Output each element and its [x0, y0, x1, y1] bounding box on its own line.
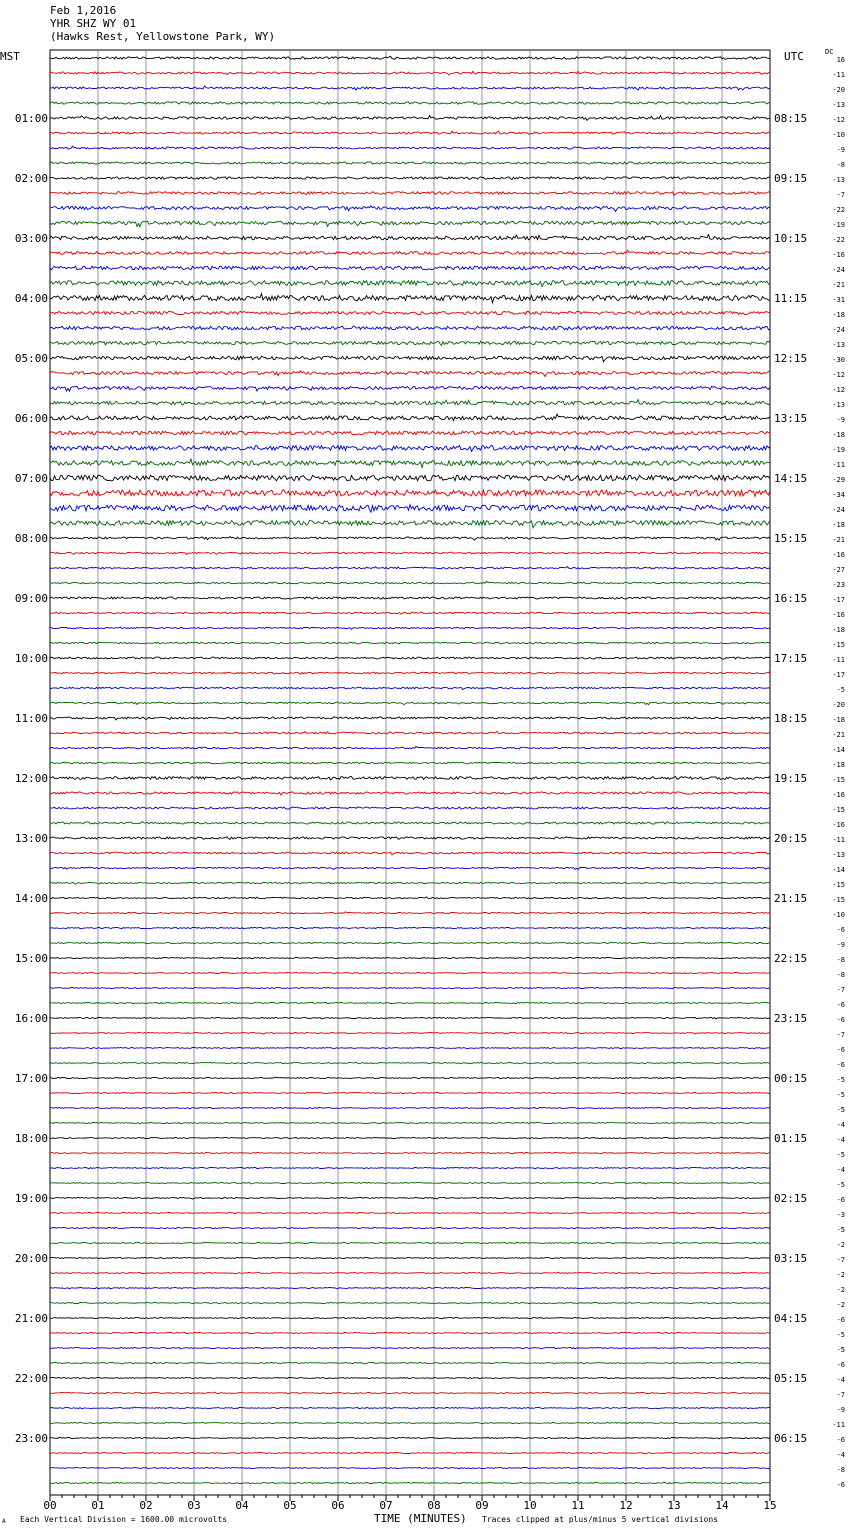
right-hour-label: 19:15 — [774, 772, 808, 785]
seismic-trace — [50, 1017, 770, 1019]
dc-offset-label: -10 — [832, 911, 845, 919]
seismic-trace — [50, 762, 770, 764]
seismic-trace — [50, 807, 770, 809]
dc-offset-label: -4 — [836, 1121, 845, 1129]
dc-offset-label: -5 — [836, 1091, 845, 1099]
seismic-trace — [50, 687, 770, 689]
right-hour-label: 17:15 — [774, 652, 808, 665]
x-tick-label: 04 — [235, 1499, 249, 1512]
seismic-trace — [50, 1407, 770, 1409]
seismic-trace — [50, 1167, 770, 1168]
dc-offset-label: -2 — [836, 1241, 845, 1249]
seismic-trace — [50, 672, 770, 674]
dc-offset-label: -6 — [836, 1316, 845, 1324]
dc-offset-label: -9 — [836, 416, 845, 424]
seismic-trace — [50, 1332, 770, 1333]
dc-offset-label: -20 — [832, 701, 845, 709]
dc-offset-label: -5 — [836, 1346, 845, 1354]
seismic-trace — [50, 1123, 770, 1124]
right-hour-label: 05:15 — [774, 1372, 808, 1385]
dc-offset-label: -8 — [836, 1466, 845, 1474]
left-hour-label: 21:00 — [14, 1312, 48, 1325]
right-hour-label: 06:15 — [774, 1432, 808, 1445]
dc-offset-label: -24 — [832, 326, 845, 334]
seismic-trace — [50, 882, 770, 884]
x-tick-label: 06 — [331, 1499, 345, 1512]
dc-offset-header: DC — [825, 48, 834, 56]
dc-offset-label: -17 — [832, 596, 845, 604]
right-hour-label: 20:15 — [774, 832, 808, 845]
seismic-trace — [50, 1062, 770, 1063]
dc-offset-label: -6 — [836, 1436, 845, 1444]
corner-mark: A — [2, 1518, 6, 1525]
x-tick-label: 05 — [283, 1499, 297, 1512]
right-hour-label: 15:15 — [774, 532, 808, 545]
dc-offset-label: -7 — [836, 1256, 845, 1264]
dc-offset-label: -30 — [832, 356, 845, 364]
right-hour-label: 11:15 — [774, 292, 808, 305]
x-tick-label: 01 — [91, 1499, 105, 1512]
dc-offset-label: -15 — [832, 776, 845, 784]
left-hour-label: 20:00 — [14, 1252, 48, 1265]
dc-offset-label: -10 — [832, 131, 845, 139]
left-hour-label: 11:00 — [14, 712, 48, 725]
left-hour-label: 18:00 — [14, 1132, 48, 1145]
dc-offset-label: -13 — [832, 176, 845, 184]
left-hour-label: 02:00 — [14, 172, 48, 185]
dc-offset-label: -12 — [832, 371, 845, 379]
seismic-trace — [50, 311, 770, 314]
dc-offset-label: -5 — [836, 1076, 845, 1084]
dc-offset-label: -14 — [832, 866, 845, 874]
seismic-trace — [50, 1227, 770, 1228]
seismic-trace — [50, 192, 770, 196]
left-hour-label: 07:00 — [14, 472, 48, 485]
dc-offset-label: -7 — [836, 986, 845, 994]
seismic-trace — [50, 1303, 770, 1304]
seismic-trace — [50, 702, 770, 705]
left-hour-label: 09:00 — [14, 592, 48, 605]
dc-offset-label: -5 — [836, 686, 845, 694]
seismic-trace — [50, 1093, 770, 1094]
right-timezone-label: UTC — [784, 50, 804, 63]
seismic-trace — [50, 792, 770, 795]
right-hour-label: 01:15 — [774, 1132, 808, 1145]
seismic-trace — [50, 400, 770, 405]
dc-offset-label: -6 — [836, 1046, 845, 1054]
dc-offset-label: -24 — [832, 506, 845, 514]
dc-offset-label: -18 — [832, 761, 845, 769]
right-hour-label: 13:15 — [774, 412, 808, 425]
seismic-trace — [50, 822, 770, 824]
seismic-trace — [50, 1048, 770, 1049]
right-hour-label: 09:15 — [774, 172, 808, 185]
right-hour-label: 12:15 — [774, 352, 808, 365]
dc-offset-label: -3 — [836, 1211, 845, 1219]
seismic-trace — [50, 86, 770, 90]
seismic-trace — [50, 250, 770, 255]
seismic-trace — [50, 988, 770, 989]
dc-offset-label: -7 — [836, 1391, 845, 1399]
seismic-trace — [50, 567, 770, 569]
dc-offset-label: -13 — [832, 341, 845, 349]
left-hour-label: 08:00 — [14, 532, 48, 545]
seismic-trace — [50, 521, 770, 528]
seismic-trace — [50, 1077, 770, 1079]
seismic-trace — [50, 1182, 770, 1184]
dc-offset-label: -15 — [832, 881, 845, 889]
dc-offset-label: -24 — [832, 266, 845, 274]
dc-offset-label: -6 — [836, 926, 845, 934]
seismic-trace — [50, 897, 770, 899]
x-tick-label: 07 — [379, 1499, 393, 1512]
seismic-trace — [50, 414, 770, 421]
dc-offset-label: -6 — [836, 1196, 845, 1204]
dc-offset-label: -16 — [832, 791, 845, 799]
x-tick-label: 13 — [667, 1499, 681, 1512]
seismic-trace — [50, 505, 770, 513]
seismic-trace — [50, 717, 770, 720]
dc-offset-label: -5 — [836, 1331, 845, 1339]
dc-offset-label: -2 — [836, 1286, 845, 1294]
left-hour-label: 04:00 — [14, 292, 48, 305]
dc-offset-label: -34 — [832, 491, 845, 499]
seismic-trace — [50, 581, 770, 584]
seismic-trace — [50, 958, 770, 959]
dc-offset-label: -16 — [832, 251, 845, 259]
right-hour-label: 14:15 — [774, 472, 808, 485]
dc-offset-label: -11 — [832, 461, 845, 469]
x-tick-label: 15 — [763, 1499, 777, 1512]
dc-offset-label: -8 — [836, 971, 845, 979]
left-hour-label: 17:00 — [14, 1072, 48, 1085]
dc-offset-label: -6 — [836, 1361, 845, 1369]
seismic-trace — [50, 56, 770, 59]
station-code: YHR SHZ WY 01 — [50, 17, 137, 30]
seismic-trace — [50, 1437, 770, 1439]
right-hour-label: 00:15 — [774, 1072, 808, 1085]
seismic-trace — [50, 597, 770, 599]
dc-offset-label: -2 — [836, 1301, 845, 1309]
seismic-trace — [50, 1272, 770, 1274]
dc-offset-label: -8 — [836, 161, 845, 169]
seismic-trace — [50, 1347, 770, 1349]
dc-offset-label: -4 — [836, 1376, 845, 1384]
dc-offset-label: -31 — [832, 296, 845, 304]
dc-offset-label: -18 — [832, 521, 845, 529]
right-hour-label: 04:15 — [774, 1312, 808, 1325]
seismic-trace — [50, 459, 770, 468]
dc-offset-label: -9 — [836, 1406, 845, 1414]
dc-offset-label: -18 — [832, 626, 845, 634]
dc-offset-label: -20 — [832, 86, 845, 94]
seismic-trace — [50, 731, 770, 734]
seismic-trace — [50, 386, 770, 391]
dc-offset-label: -8 — [836, 956, 845, 964]
seismic-trace — [50, 116, 770, 121]
left-hour-label: 10:00 — [14, 652, 48, 665]
seismic-trace — [50, 627, 770, 630]
dc-offset-label: -12 — [832, 116, 845, 124]
dc-offset-label: -18 — [832, 716, 845, 724]
seismic-trace — [50, 281, 770, 287]
dc-offset-label: -13 — [832, 101, 845, 109]
right-hour-label: 10:15 — [774, 232, 808, 245]
seismic-trace — [50, 1482, 770, 1483]
dc-offset-label: -7 — [836, 1031, 845, 1039]
station-location: (Hawks Rest, Yellowstone Park, WY) — [50, 30, 276, 43]
dc-offset-label: -5 — [836, 1106, 845, 1114]
seismic-trace — [50, 537, 770, 541]
seismic-trace — [50, 642, 770, 644]
dc-offset-label: -21 — [832, 731, 845, 739]
x-tick-label: 11 — [571, 1499, 585, 1512]
seismic-trace — [50, 1468, 770, 1469]
dc-offset-label: -5 — [836, 1226, 845, 1234]
left-hour-label: 14:00 — [14, 892, 48, 905]
seismic-trace — [50, 1153, 770, 1154]
dc-offset-label: -15 — [832, 896, 845, 904]
dc-offset-label: -23 — [832, 581, 845, 589]
seismic-trace — [50, 1242, 770, 1244]
x-tick-label: 09 — [475, 1499, 489, 1512]
seismic-trace — [50, 837, 770, 840]
dc-offset-label: -11 — [832, 1421, 845, 1429]
seismic-trace — [50, 1288, 770, 1289]
seismic-trace — [50, 162, 770, 164]
seismic-trace — [50, 1107, 770, 1109]
x-tick-label: 02 — [139, 1499, 153, 1512]
seismic-trace — [50, 1002, 770, 1003]
dc-offset-label: -7 — [836, 191, 845, 199]
dc-offset-label: -9 — [836, 941, 845, 949]
x-tick-label: 00 — [43, 1499, 57, 1512]
right-hour-label: 02:15 — [774, 1192, 808, 1205]
dc-offset-label: -6 — [836, 1001, 845, 1009]
dc-offset-label: -4 — [836, 1451, 845, 1459]
dc-offset-label: -18 — [832, 311, 845, 319]
x-tick-label: 12 — [619, 1499, 633, 1512]
seismic-trace — [50, 1318, 770, 1319]
seismic-trace — [50, 221, 770, 227]
dc-offset-label: -13 — [832, 851, 845, 859]
seismic-trace — [50, 1033, 770, 1035]
dc-offset-label: -14 — [832, 746, 845, 754]
left-hour-label: 06:00 — [14, 412, 48, 425]
dc-offset-label: -4 — [836, 1136, 845, 1144]
seismic-trace — [50, 1423, 770, 1424]
left-hour-label: 03:00 — [14, 232, 48, 245]
x-tick-label: 08 — [427, 1499, 441, 1512]
seismic-trace — [50, 146, 770, 149]
seismic-trace — [50, 235, 770, 240]
dc-offset-label: -6 — [836, 1061, 845, 1069]
right-hour-label: 22:15 — [774, 952, 808, 965]
x-tick-label: 03 — [187, 1499, 201, 1512]
left-hour-label: 05:00 — [14, 352, 48, 365]
seismic-trace — [50, 552, 770, 554]
left-hour-label: 12:00 — [14, 772, 48, 785]
dc-offset-label: -16 — [832, 611, 845, 619]
right-hour-label: 16:15 — [774, 592, 808, 605]
seismic-trace — [50, 446, 770, 452]
seismic-trace — [50, 294, 770, 303]
dc-offset-label: -17 — [832, 671, 845, 679]
dc-offset-label: -18 — [832, 431, 845, 439]
dc-offset-label: -19 — [832, 446, 845, 454]
right-hour-label: 18:15 — [774, 712, 808, 725]
left-timezone-label: MST — [0, 50, 20, 63]
seismic-trace — [50, 1258, 770, 1259]
seismic-trace — [50, 206, 770, 212]
dc-offset-label: -19 — [832, 221, 845, 229]
plot-date: Feb 1,2016 — [50, 4, 117, 17]
right-hour-label: 03:15 — [774, 1252, 808, 1265]
dc-offset-label: -11 — [832, 71, 845, 79]
seismic-trace — [50, 867, 770, 870]
seismic-trace — [50, 1198, 770, 1200]
seismic-trace — [50, 475, 770, 481]
seismic-trace — [50, 942, 770, 944]
seismic-trace — [50, 177, 770, 180]
seismic-trace — [50, 973, 770, 974]
seismic-trace — [50, 1138, 770, 1139]
dc-offset-label: -12 — [832, 386, 845, 394]
left-hour-label: 22:00 — [14, 1372, 48, 1385]
x-axis-title: TIME (MINUTES) — [374, 1512, 467, 1525]
dc-offset-label: -9 — [836, 146, 845, 154]
seismic-trace — [50, 1363, 770, 1365]
right-hour-label: 23:15 — [774, 1012, 808, 1025]
dc-offset-label: -5 — [836, 1181, 845, 1189]
seismic-trace — [50, 326, 770, 330]
left-hour-label: 01:00 — [14, 112, 48, 125]
seismic-trace — [50, 912, 770, 914]
dc-offset-label: -6 — [836, 1481, 845, 1489]
seismic-trace — [50, 776, 770, 780]
clipping-note: Traces clipped at plus/minus 5 vertical divisions — [482, 1515, 719, 1524]
dc-offset-label: -4 — [836, 1166, 845, 1174]
dc-offset-label: -6 — [836, 1016, 845, 1024]
seismic-trace — [50, 657, 770, 659]
seismic-trace — [50, 852, 770, 855]
dc-offset-label: -22 — [832, 236, 845, 244]
seismic-trace — [50, 612, 770, 614]
dc-offset-label: -11 — [832, 836, 845, 844]
vertical-scale-note: Each Vertical Division = 1600.00 microvolts — [20, 1515, 228, 1524]
x-tick-label: 10 — [523, 1499, 537, 1512]
seismic-trace — [50, 371, 770, 377]
seismic-trace — [50, 1453, 770, 1454]
dc-offset-label: -16 — [832, 551, 845, 559]
seismic-trace — [50, 71, 770, 75]
seismic-trace — [50, 1213, 770, 1214]
seismic-trace — [50, 490, 770, 496]
dc-offset-label: -11 — [832, 656, 845, 664]
seismic-trace — [50, 927, 770, 928]
left-hour-label: 15:00 — [14, 952, 48, 965]
x-tick-label: 14 — [715, 1499, 729, 1512]
dc-offset-label: -13 — [832, 401, 845, 409]
left-hour-label: 23:00 — [14, 1432, 48, 1445]
seismic-trace — [50, 746, 770, 749]
dc-offset-label: -27 — [832, 566, 845, 574]
seismic-trace — [50, 102, 770, 104]
left-hour-label: 16:00 — [14, 1012, 48, 1025]
dc-offset-label: -21 — [832, 281, 845, 289]
seismic-trace — [50, 1377, 770, 1378]
dc-offset-label: 16 — [836, 56, 845, 64]
dc-offset-label: -5 — [836, 1151, 845, 1159]
seismic-trace — [50, 431, 770, 435]
seismic-trace — [50, 341, 770, 345]
dc-offset-label: -2 — [836, 1271, 845, 1279]
dc-offset-label: -22 — [832, 206, 845, 214]
right-hour-label: 21:15 — [774, 892, 808, 905]
right-hour-label: 08:15 — [774, 112, 808, 125]
dc-offset-label: -16 — [832, 821, 845, 829]
seismic-trace — [50, 266, 770, 270]
seismic-trace — [50, 1392, 770, 1394]
seismic-trace — [50, 131, 770, 134]
dc-offset-label: -15 — [832, 806, 845, 814]
dc-offset-label: -15 — [832, 641, 845, 649]
dc-offset-label: -21 — [832, 536, 845, 544]
left-hour-label: 19:00 — [14, 1192, 48, 1205]
seismic-trace — [50, 356, 770, 361]
dc-offset-label: -29 — [832, 476, 845, 484]
left-hour-label: 13:00 — [14, 832, 48, 845]
